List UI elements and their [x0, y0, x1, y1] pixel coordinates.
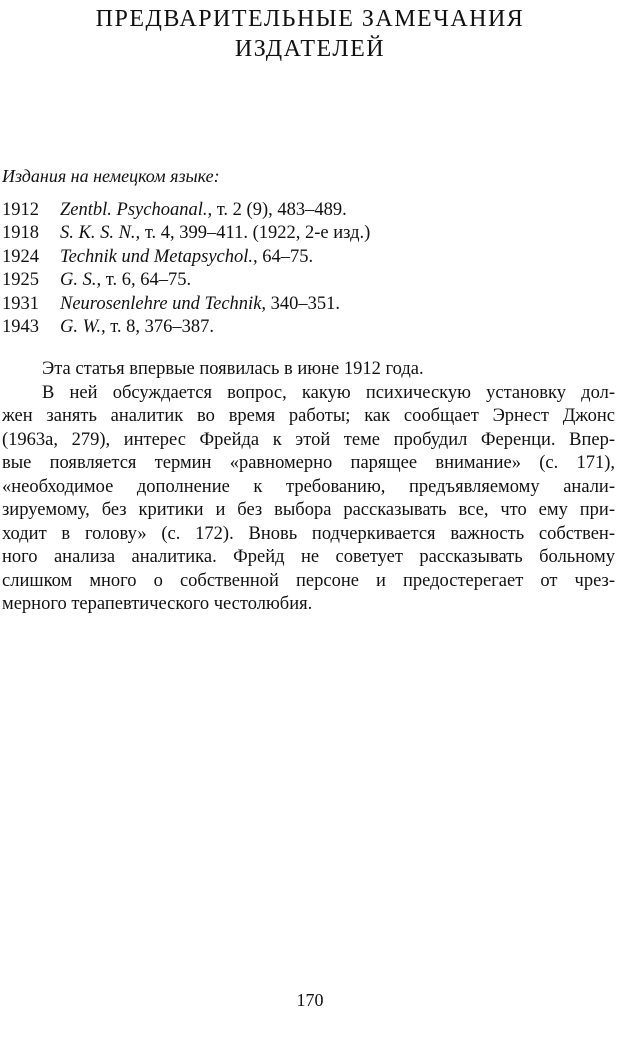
- text-line: жен занять аналитик во время работы; как сообщает Эрнест Джонс: [2, 406, 615, 426]
- intro-paragraphs: [2, 358, 615, 617]
- text-line: мерного терапевтического честолюбия.: [2, 594, 313, 614]
- text-line: вые появляется термин «равномерно парящее внимание» (с. 171),: [2, 453, 615, 473]
- edition-row: [2, 269, 612, 292]
- edition-row: [2, 222, 612, 245]
- text-line: Эта статья впервые появилась в июне 1912 года.: [42, 359, 424, 379]
- page-title-line-2: ИЗДАТЕЛЕЙ: [234, 36, 386, 62]
- text-line: ходит в голову» (с. 172). Вновь подчеркивается важность собствен-: [2, 523, 615, 544]
- page-title: [0, 4, 620, 64]
- text-line: В ней обсуждается вопрос, какую психическую установку дол-: [42, 382, 615, 403]
- edition-source: Zentbl. Psychoanal.,: [60, 200, 213, 220]
- editions-heading: Издания на немецком языке:: [2, 166, 220, 186]
- edition-details: т. 6, 64–75.: [101, 270, 192, 291]
- edition-details: 340–351.: [266, 293, 341, 314]
- edition-year: 1925: [2, 270, 39, 291]
- edition-year: 1931: [2, 293, 39, 314]
- edition-year: 1943: [2, 317, 39, 338]
- edition-year: 1912: [2, 200, 39, 220]
- editions-list: [2, 199, 612, 339]
- edition-details: т. 8, 376–387.: [105, 317, 215, 338]
- edition-source: G. W.,: [60, 317, 106, 338]
- edition-row: [2, 199, 612, 222]
- page-number: 170: [296, 990, 324, 1010]
- text-line: слишком много о собственной персоне и предостерегает от чрез-: [2, 570, 615, 591]
- text-line: ного анализа аналитика. Фрейд не советует рассказывать больному: [2, 547, 615, 567]
- edition-source: G. S.,: [60, 270, 102, 291]
- text-line: зируемому, без критики и без выбора рассказывать все, что ему при-: [2, 500, 615, 520]
- edition-year: 1924: [2, 246, 39, 267]
- edition-row: [2, 293, 612, 316]
- edition-source: Neurosenlehre und Technik,: [60, 293, 267, 314]
- edition-details: 64–75.: [257, 246, 314, 267]
- edition-details: т. 2 (9), 483–489.: [212, 200, 347, 220]
- edition-year: 1918: [2, 223, 39, 244]
- edition-source: Technik und Metapsychol.,: [60, 246, 258, 267]
- edition-row: [2, 316, 612, 339]
- edition-details: т. 4, 399–411. (1922, 2-е изд.): [140, 223, 371, 244]
- edition-row: [2, 246, 612, 269]
- page-title-line-1: ПРЕДВАРИТЕЛЬНЫЕ ЗАМЕЧАНИЯ: [95, 6, 525, 32]
- edition-source: S. K. S. N.,: [60, 223, 141, 244]
- text-line: «необходимое дополнение к требованию, предъявляемому анали-: [2, 476, 615, 497]
- text-line: (1963а, 279), интерес Фрейда к этой теме пробудил Ференци. Впер-: [2, 429, 615, 450]
